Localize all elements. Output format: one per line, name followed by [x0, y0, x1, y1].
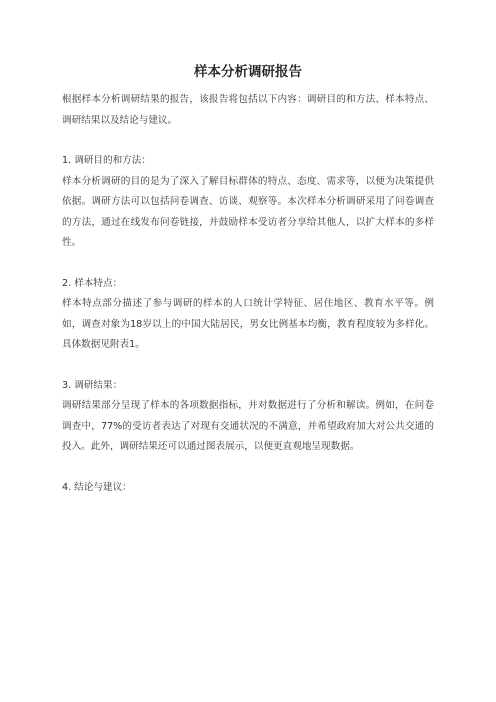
section-purpose-method [62, 151, 434, 254]
spacer [62, 356, 434, 376]
section-heading: 2. 样本特点： [62, 277, 123, 289]
intro-paragraph: 根据样本分析调研结果的报告，该报告将包括以下内容：调研目的和方法、样本特点、调研结果以及结论与建议。 [62, 94, 434, 126]
section-heading: 4. 结论与建议： [62, 481, 132, 493]
section-heading: 3. 调研结果： [62, 379, 123, 391]
section-sample-features [62, 274, 434, 356]
section-results [62, 376, 434, 458]
section-body: 样本特点部分描述了参与调研的样本的人口统计学特征、居住地区、教育水平等。例如，调查对象为18岁以上的中国大陆居民，男女比例基本均衡，教育程度较为多样化。具体数据见附表1。 [62, 298, 434, 350]
spacer [62, 131, 434, 151]
section-heading: 1. 调研目的和方法： [62, 155, 151, 166]
section-conclusion [62, 478, 434, 499]
spacer [62, 254, 434, 274]
section-body: 调研结果部分呈现了样本的各项数据指标，并对数据进行了分析和解读。例如，在问卷调查中，77%的受访者表达了对现有交通状况的不满意，并希望政府加大对公共交通的投入。此外，调研结果还可以通过图表展示，以便更直观地呈现数据。 [62, 400, 434, 452]
section-body: 样本分析调研的目的是为了深入了解目标群体的特点、态度、需求等，以便为决策提供依据。调研方法可以包括问卷调查、访谈、观察等。本次样本分析调研采用了问卷调查的方法，通过在线发布问卷链接，并鼓励样本受访者分享给其他人，以扩大样本的多样性。 [62, 175, 434, 248]
spacer [62, 458, 434, 478]
document-title: 样本分析调研报告 [194, 64, 302, 80]
